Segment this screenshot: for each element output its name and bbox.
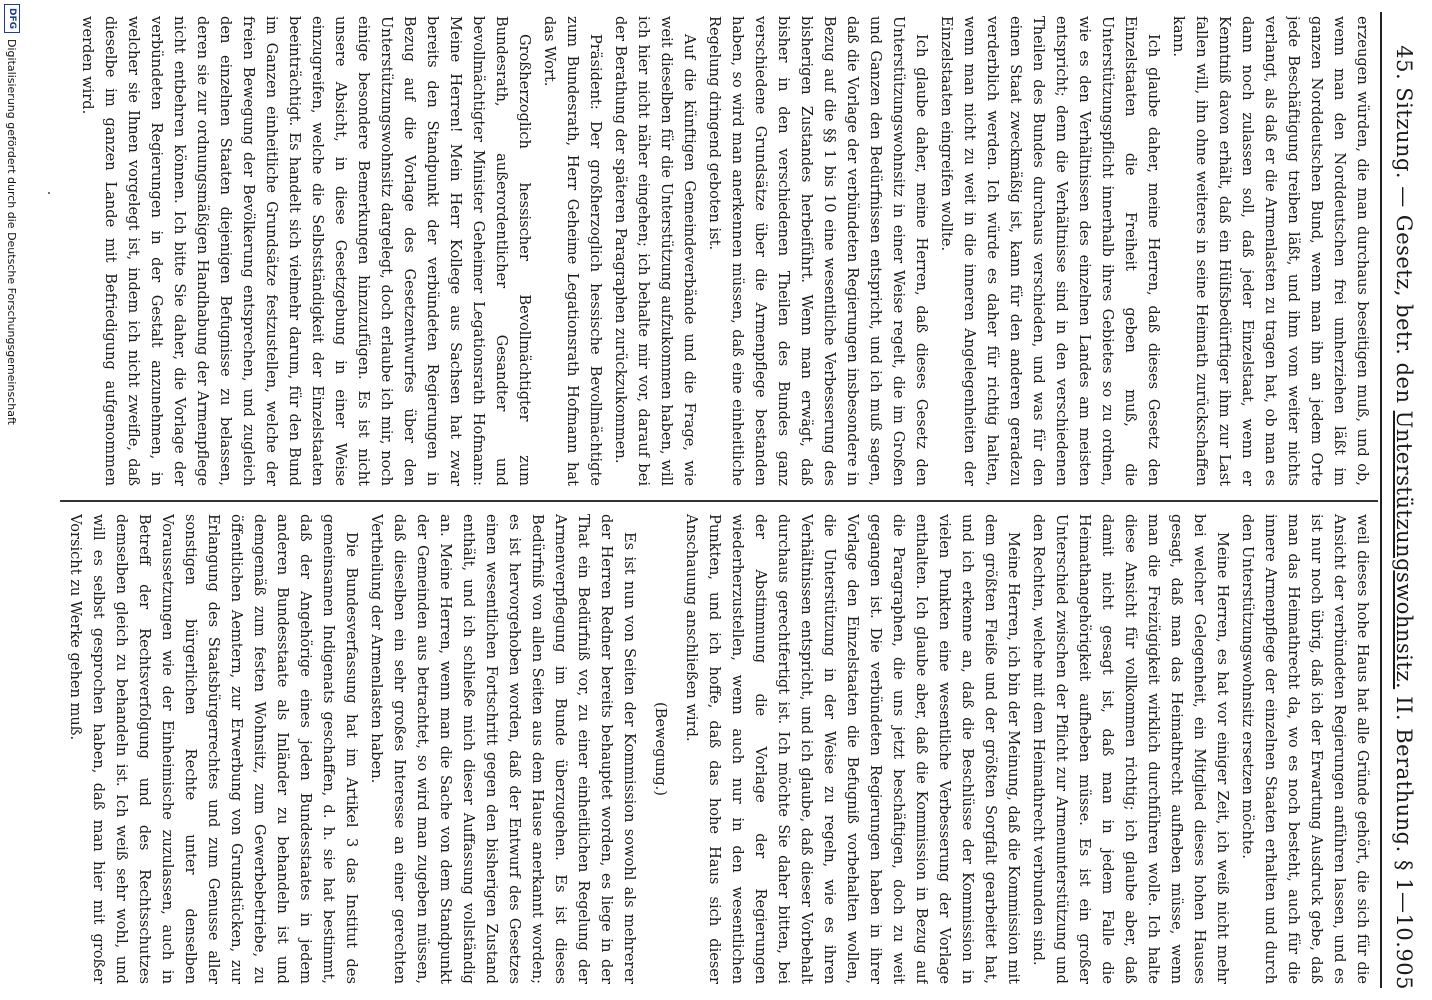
left-column xyxy=(64,16,1374,486)
right-paragraph: Es ist nun von Seiten der Kommission sowohl als mehrerer der Herren Redner bereits behauptet worden, es liege in der That ein Bedürfniß vor, zu einer einheitlichen Regelung der Armenverpflegung im Bunde überzugehen. Es ist dieses Bedürfniß von allen Seiten aus dem Hause anerkannt worden; es ist hervorgehoben worden, daß der Entwurf des Gesetzes einen wesentlichen Fortschritt gegen den bisherigen Zustand enthält, und ich schließe mich dieser Auffassung vollständig an. Meine Herren, wenn man die Sache von dem Standpunkt der Gemeinden aus betrachtet, so wird man zugeben müssen, daß dieselben ein sehr großes Interesse an einer gerechten Vertheilung der Armenlasten haben. xyxy=(368,514,638,984)
page-number: 905 xyxy=(1392,948,1416,990)
right-paragraph: weil dieses hohe Haus hat alle Gründe gehört, die sich für die Ansicht der verbündeten Regierungen anführen lassen, und es ist nur noch übrig, daß ich der Erwartung Ausdruck gebe, daß man das Heimathrecht da, wo es noch besteht, auch für die innere Armenpflege der einzelnen Staaten erhalten und durch den Unterstützungswohnsitz ersetzen möchte. xyxy=(1239,514,1371,984)
running-head xyxy=(1392,45,1416,948)
right-paragraph: Meine Herren, es hat vor einiger Zeit, ich weiß nicht mehr bei welcher Gelegenheit, ein Mitglied dieses hohen Hauses gesagt, daß man das Heimathrecht aufheben müsse, wenn man die Freizügigkeit wirklich durchführen wolle. Ich halte diese Ansicht für vollkommen richtig; ich glaube aber, daß damit nicht gesagt ist, daß man in jedem Falle die Heimathangehörigkeit aufheben müsse. Es ist ein großer Unterschied zwischen der Pflicht zur Armenunterstützung und den Rechten, welche mit dem Heimathrecht verbunden sind. xyxy=(1030,514,1231,984)
left-paragraph: erzeugen würden, die man durchaus beseitigen muß, und ob, wenn man den Norddeutschen frei umherziehen läßt im ganzen Norddeutschen Bund, wenn man ihn an jedem Orte jede Beschäftigung treiben läßt, und ihm vom weiter nichts verlangt, als daß er die Armenlasten zu tragen hat, ob man es dann noch zulassen soll, daß jeder Einzelstaat, wenn er Kenntniß davon erhält, daß ein Hülfsbedürftiger ihm zur Last fallen will, ihn ohne weiteres in seine Heimath zurückschaffen kann. xyxy=(1170,16,1371,486)
left-paragraph: Ich glaube daher, meine Herren, daß dieses Gesetz den Einzelstaaten die Freiheit geben muß, die Unterstützungspflicht innerhalb ihres Gebietes so zu ordnen, wie es den Verhältnissen des einzelnen Landes am meisten entspricht; denn die Verhältnisse sind in den verschiedenen Theilen des Bundes durchaus verschieden, und was für den einen Staat zweckmäßig ist, kann für den anderen geradezu verderblich werden. Ich würde es daher für richtig halten, wenn man nicht zu weit in die inneren Angelegenheiten der Einzelstaaten eingreifen wollte. xyxy=(938,16,1162,486)
running-head-suffix: II. Berathung. § 1—10. xyxy=(1392,689,1416,949)
stage-direction: (Bewegung.) xyxy=(652,702,669,796)
ink-speck xyxy=(48,192,50,194)
running-head-underlined: Unterstützungswohnsitz. xyxy=(1392,410,1416,690)
running-head-prefix: 45. Sitzung. — Gesetz, betr. den xyxy=(1392,45,1416,411)
digitization-footer xyxy=(0,0,24,1000)
page-header xyxy=(1384,10,1424,990)
column-divider xyxy=(60,500,1378,502)
dfg-logo: DFG xyxy=(4,4,20,33)
right-paragraph: Die Bundesverfassung hat im Artikel 3 das Institut des gemeinsamen Indigenats geschaffen, d. h. sie hat bestimmt, daß der Angehörige eines jeden Bundesstaates in jedem anderen Bundesstaate als Inländer zu behandeln ist und demgemäß zum festen Wohnsitz, zum Gewerbebetriebe, zu öffentlichen Aemtern, zur Erwerbung von Grundstücken, zur Erlangung des Staatsbürgerrechtes und zum Genusse aller sonstigen bürgerlichen Rechte unter denselben Voraussetzungen wie der Einheimische zuzulassen, auch in Betreff der Rechtsverfolgung und des Rechtsschutzes demselben gleich zu behandeln ist. Ich weiß sehr wohl, und will es selbst gesprochen haben, daß man hier mit großer Vorsicht zu Werke gehen muß. xyxy=(67,514,360,984)
president-speech: Präsident: Der großherzoglich hessische Bevollmächtigte zum Bundesrath, Herr Geheime Legationsrath Hofmann hat das Wort. xyxy=(541,16,604,486)
left-paragraph: Ich glaube daher, meine Herren, daß dieses Gesetz den Unterstützungswohnsitz in einer Weise regelt, die im Großen und Ganzen den Bedürfnissen entspricht, und ich muß sagen, daß die Vorlage der verbündeten Regierungen insbesondere in Bezug auf die §§ 1 bis 10 eine wesentliche Verbesserung des bisherigen Zustandes herbeiführt. Wenn man erwägt, daß bisher in den verschiedenen Theilen des Bundes ganz verschiedene Grundsätze über die Armenpflege bestanden haben, so wird man anerkennen müssen, daß eine einheitliche Regelung dringend geboten ist. xyxy=(706,16,930,486)
right-paragraph: Meine Herren, ich bin der Meinung, daß die Kommission mit dem größten Fleiße und der größten Sorgfalt gearbeitet hat, und ich erkenne an, daß die Beschlüsse der Kommission in vielen Punkten eine wesentliche Verbesserung der Vorlage enthalten. Ich glaube aber, daß die Kommission in Bezug auf die Paragraphen, die uns jetzt beschäftigen, doch zu weit gegangen ist. Die verbündeten Regierungen haben in ihrer Vorlage den Einzelstaaten die Befugniß vorbehalten wollen, die Unterstützung in der Weise zu regeln, wie es ihren Verhältnissen entspricht, und ich glaube, daß dieser Vorbehalt durchaus gerechtfertigt ist. Ich möchte Sie daher bitten, bei der Abstimmung die Vorlage der Regierungen wiederherzustellen, wenn auch nur in den wesentlichen Punkten, und ich hoffe, daß das hohe Haus sich dieser Anschauung anschließen wird. xyxy=(683,514,1022,984)
right-column xyxy=(64,514,1374,984)
header-rule xyxy=(1380,12,1382,988)
left-paragraph: Großherzoglich hessischer Bevollmächtigter zum Bundesrath, außerordentlicher Gesandter und bevollmächtigter Minister Geheimer Legationsrath Hofmann: Meine Herren! Mein Herr Kollege aus Sachsen hat zwar bereits den Standpunkt der verbündeten Regierungen in Bezug auf die Vorlage des Gesetzentwurfes über den Unterstützungswohnsitz dargelegt, doch erlaube ich mir, noch einige besondere Bemerkungen hinzuzufügen. Es ist nicht unsere Absicht, in diese Gesetzgebung in einer Weise einzugreifen, welche die Selbstständigkeit der Einzelstaaten beeinträchtigt. Es handelt sich vielmehr darum, für den Bund im Ganzen einheitliche Grundsätze festzustellen, welche der freien Bewegung der Bevölkerung entsprechen, und zugleich den einzelnen Staaten diejenigen Befugnisse zu belassen, deren sie zur ordnungsmäßigen Handhabung der Armenpflege nicht entbehren können. Ich bitte Sie daher, die Vorlage der verbündeten Regierungen in der Gestalt anzunehmen, in welcher sie Ihnen vorgelegt ist, indem ich nicht zweifle, daß dieselbe im ganzen Lande mit Befriedigung aufgenommen werden wird. xyxy=(79,16,533,486)
left-paragraph: Auf die künftigen Gemeindeverbände und die Frage, wie weit dieselben für die Unterstützung aufzukommen haben, will ich hier nicht näher eingehen; ich behalte mir vor, darauf bei der Berathung der späteren Paragraphen zurückzukommen. xyxy=(612,16,698,486)
digitization-credit: Digitalisierung gefördert durch die Deutsche Forschungsgemeinschaft xyxy=(5,39,19,425)
